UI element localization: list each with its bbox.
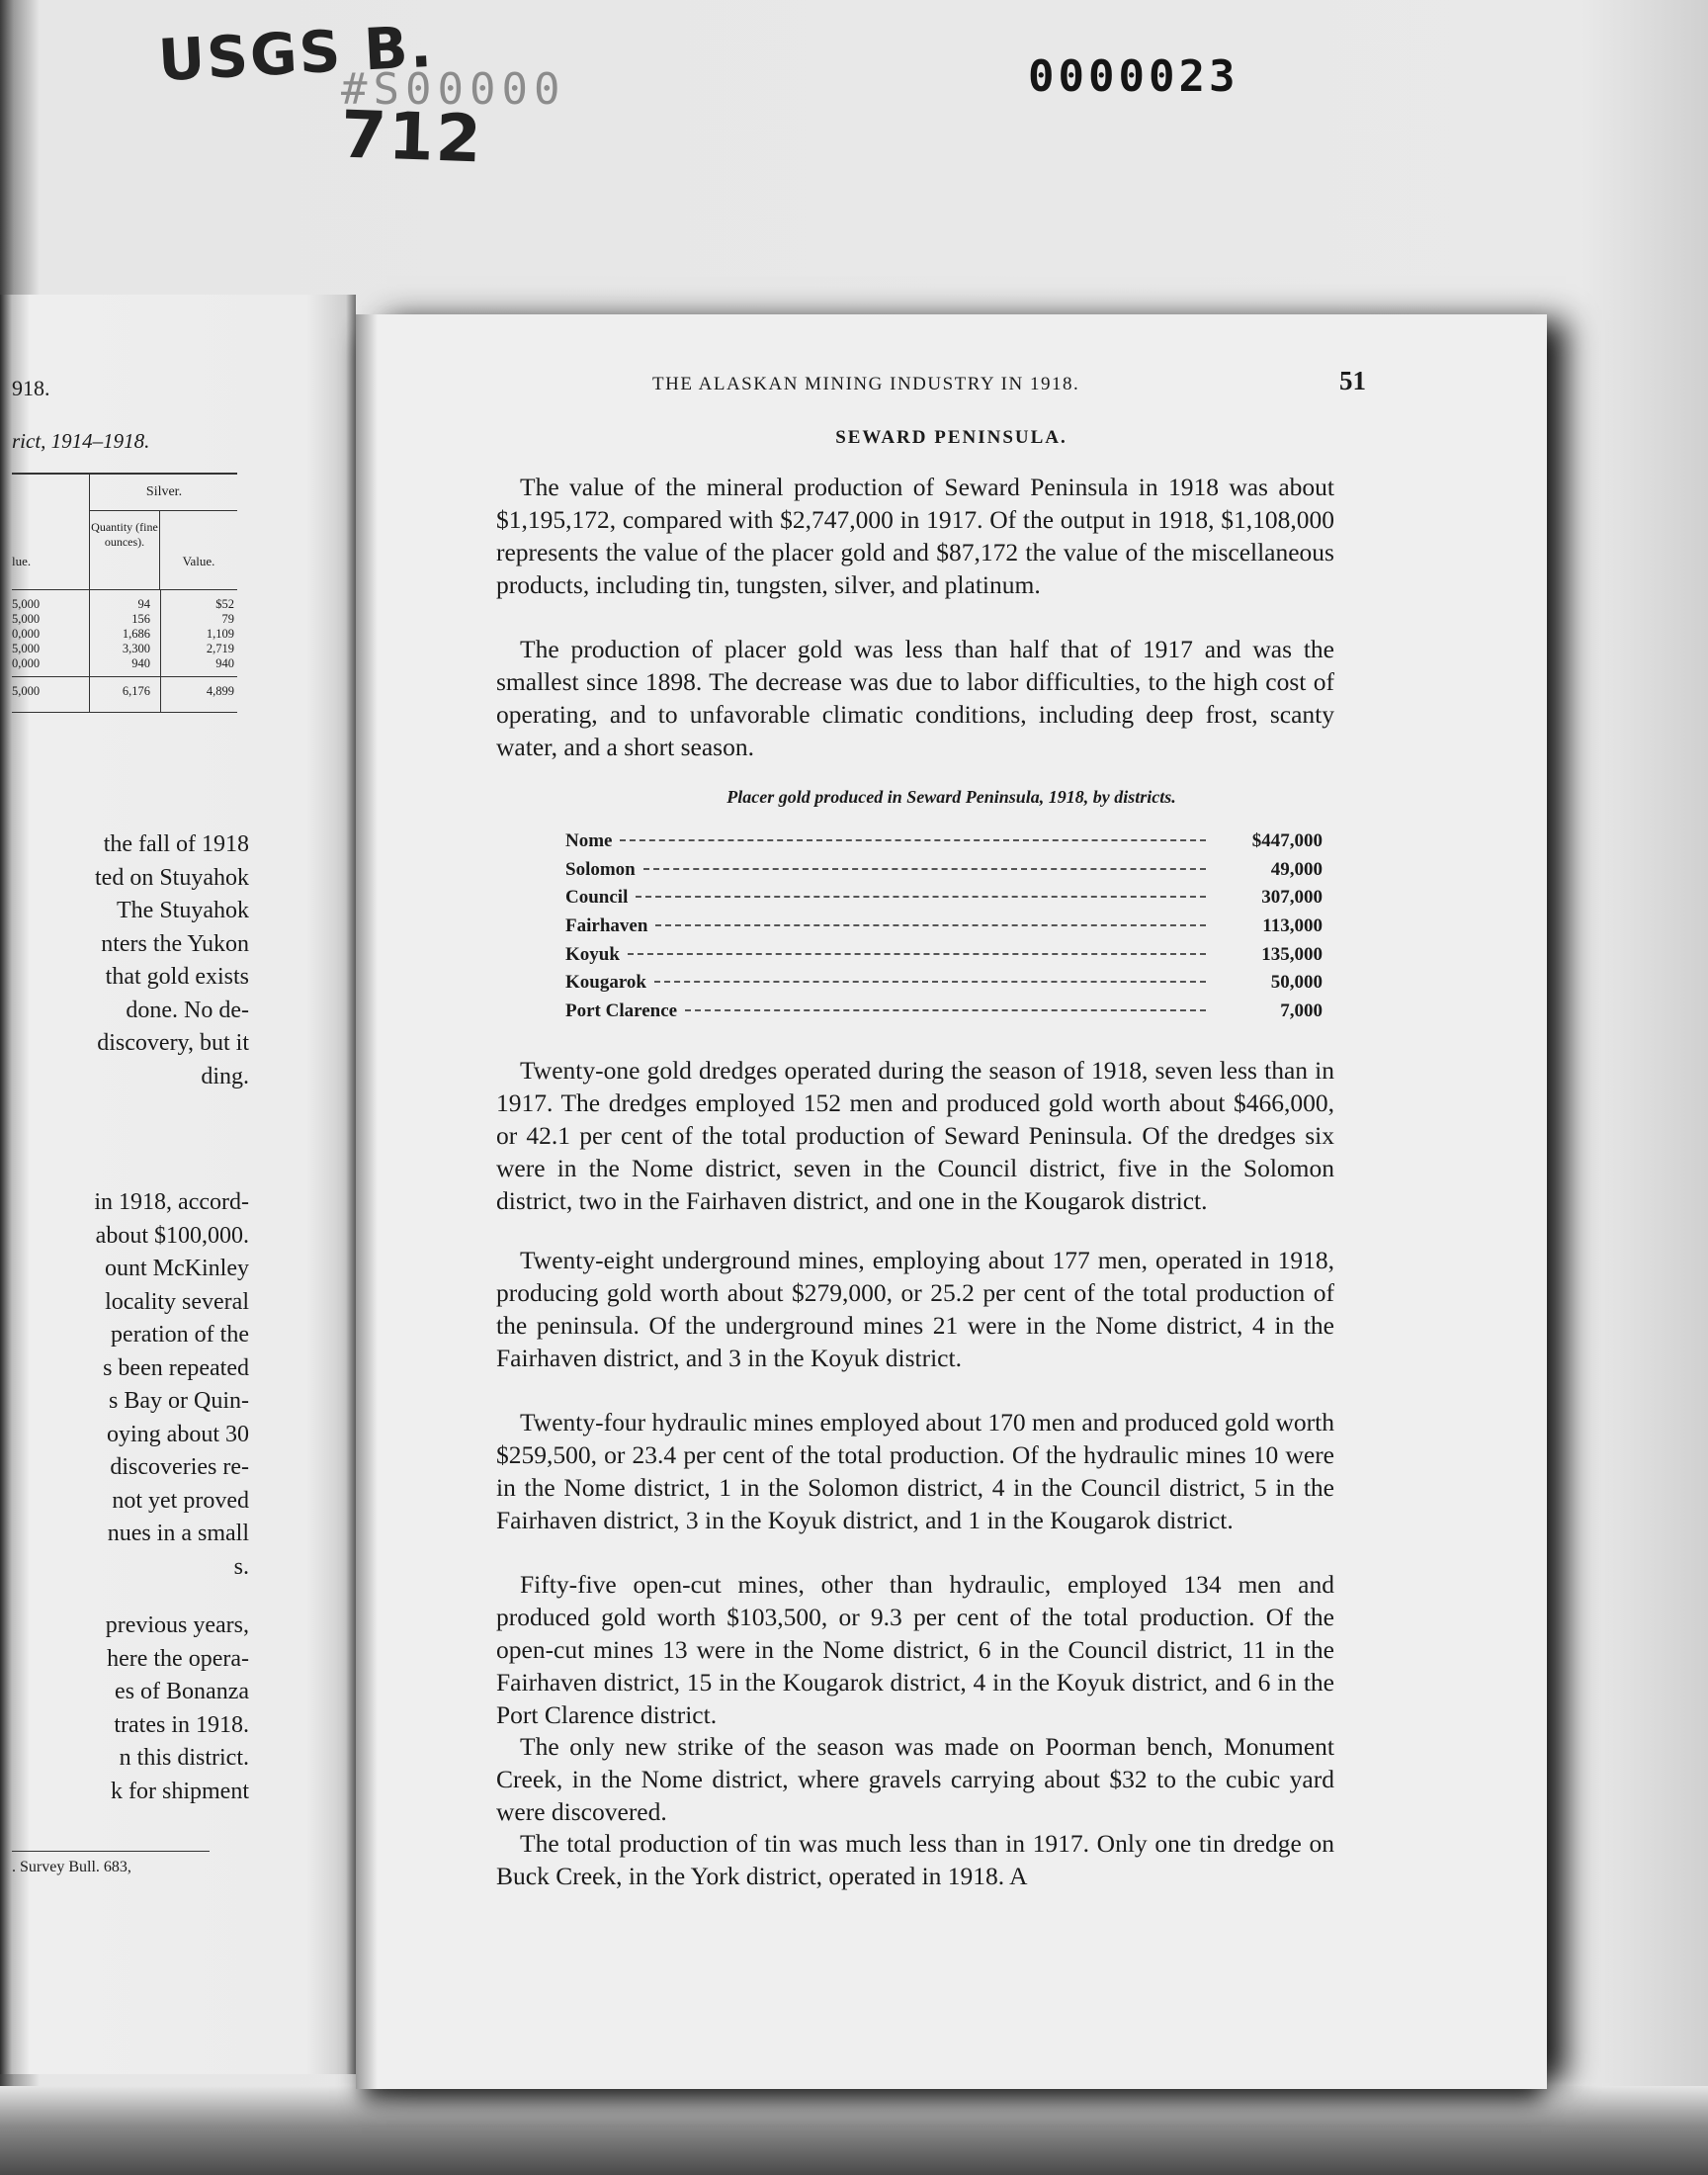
handwritten-series: USGS B. — [156, 12, 436, 95]
left-facing-page — [0, 295, 356, 2074]
table-row — [565, 915, 1323, 944]
district-name: Nome — [565, 830, 613, 851]
paragraph-7: The only new strike of the season was made on Poorman bench, Monument Creek, in the Nome district, where gravels carrying about $32 to the cubic yard were discovered. — [496, 1732, 1334, 1826]
table-row: 5,000 3,300 2,719 — [12, 642, 234, 655]
table-row: 5,000 156 79 — [12, 612, 234, 626]
left-text-line: nters the Yukon — [101, 930, 249, 957]
left-text-block-3 — [12, 1610, 249, 1808]
district-value: $447,000 — [1251, 830, 1323, 851]
left-text-line: k for shipment — [111, 1778, 249, 1804]
left-text-block-2 — [12, 1186, 249, 1584]
left-table-caption: rict, 1914–1918. — [12, 429, 150, 453]
left-text-line: previous years, — [105, 1612, 249, 1638]
section-title: SEWARD PENINSULA. — [835, 427, 1068, 448]
silver-group-cell — [89, 473, 238, 510]
footnote-rule — [12, 1851, 210, 1852]
district-value: 135,000 — [1261, 943, 1323, 965]
table-row: 5,000 94 $52 — [12, 597, 234, 611]
dot-leader — [636, 896, 1206, 898]
district-value: 49,000 — [1270, 858, 1323, 880]
table-rule — [160, 589, 161, 712]
district-name: Koyuk — [565, 943, 620, 965]
left-text-line: done. No de- — [126, 997, 249, 1023]
table-row: 0,000 940 940 — [12, 656, 234, 670]
left-text-line: ding. — [201, 1063, 249, 1089]
placer-gold-table — [565, 830, 1323, 1029]
paragraph-4: Twenty-eight underground mines, employing about 177 men, operated in 1918, producing gold worth about $279,000, or 25.2 per cent of the total production of the peninsula. Of the underground mines 21 were in the Nome district, 4 in the Fairhaven district, and 3 in the Koyuk district. — [496, 1246, 1334, 1372]
handwritten-number: 712 — [339, 96, 485, 178]
district-value: 113,000 — [1262, 915, 1323, 937]
table-rule — [12, 589, 237, 590]
table-rule — [12, 712, 237, 713]
district-value: 307,000 — [1261, 887, 1323, 909]
page-number: 51 — [1339, 366, 1366, 395]
table-total-row: 5,000 6,176 4,899 — [12, 684, 234, 698]
district-name: Fairhaven — [565, 915, 648, 937]
dot-leader — [620, 839, 1206, 841]
paragraph-6: Fifty-five open-cut mines, other than hydraulic, employed 134 men and produced gold worth $103,500, or 9.3 per cent of the total production. Of the open-cut mines 13 were in the Nome district, 6 in the Council district, 11 in the Fairhaven district, 15 in the Kougarok district, 4 in the Koyuk district, and 6 in the Port Clarence district. — [496, 1570, 1334, 1729]
dot-leader — [655, 924, 1206, 926]
left-text-line: the fall of 1918 — [103, 831, 249, 857]
silver-table-body — [12, 597, 237, 671]
silver-group-header: Silver. — [145, 484, 183, 499]
table-row — [565, 887, 1323, 915]
district-value: 7,000 — [1280, 1000, 1323, 1022]
district-name: Kougarok — [565, 972, 647, 994]
faded-stamp: #S00000 — [341, 64, 566, 115]
document-id-stamp: 0000023 — [1028, 51, 1239, 102]
left-text-line: locality several — [105, 1288, 249, 1315]
running-head: THE ALASKAN MINING INDUSTRY IN 1918. — [652, 374, 1080, 394]
paragraph-1: The value of the mineral production of Seward Peninsula in 1918 was about $1,195,172, compared with $2,747,000 in 1917. Of the output in 1918, $1,108,000 represents the value of the placer gold and $87,172 the value of the miscellaneous products, including tin, tungsten, silver, and platinum. — [496, 473, 1334, 599]
paragraph-8: The total production of tin was much less than in 1917. Only one tin dredge on Buck Creek, in the York district, operated in 1918. A — [496, 1829, 1334, 1890]
district-name: Council — [565, 887, 629, 909]
col-header-value: Value. — [182, 554, 215, 568]
dot-leader — [685, 1009, 1206, 1011]
left-text-line: discovery, but it — [97, 1030, 249, 1056]
left-text-line: ted on Stuyahok — [95, 864, 249, 891]
left-text-line: here the opera- — [107, 1645, 249, 1672]
left-footnote: . Survey Bull. 683, — [12, 1859, 131, 1875]
left-text-line: not yet proved — [112, 1487, 249, 1514]
dot-leader — [628, 953, 1206, 955]
table-rule — [12, 676, 237, 677]
dot-leader — [654, 981, 1206, 983]
left-text-line: discoveries re- — [110, 1454, 249, 1480]
left-text-line: The Stuyahok — [117, 898, 249, 923]
left-text-line: peration of the — [111, 1322, 249, 1348]
left-text-line: s been repeated — [103, 1354, 249, 1381]
left-text-line: in 1918, accord- — [94, 1189, 249, 1215]
dot-leader — [643, 868, 1206, 870]
table-row — [565, 830, 1323, 859]
left-text-line: n this district. — [119, 1745, 249, 1771]
table-row — [565, 972, 1323, 1000]
paragraph-5: Twenty-four hydraulic mines employed about 170 men and produced gold worth $259,500, or 23.4 per cent of the total production. Of the hydraulic mines 10 were in the Nome district, 1 in the Solomon district, 4 in the Council district, 5 in the Fairhaven district, 3 in the Koyuk district, and 1 in the Kougarok district. — [496, 1408, 1334, 1534]
left-text-line: ount McKinley — [105, 1256, 249, 1281]
table-rule — [89, 589, 90, 712]
district-name: Solomon — [565, 858, 636, 880]
left-text-block-1 — [12, 828, 249, 1093]
left-text-line: trates in 1918. — [114, 1711, 249, 1738]
paragraph-2: The production of placer gold was less than half that of 1917 and was the smallest since 1898. The decrease was due to labor difficulties, to the high cost of operating, and to unfavorable climatic conditions, including deep frost, scanty water, and a short season. — [496, 635, 1334, 761]
table-row — [565, 1000, 1323, 1029]
paragraph-3: Twenty-one gold dredges operated during the season of 1918, seven less than in 1917. The dredges employed 152 men and produced gold worth about $466,000, or 42.1 per cent of the total production of Seward Peninsula. Of the dredges six were in the Nome district, seven in the Council district, five in the Solomon district, two in the Fairhaven district, and one in the Kougarok district. — [496, 1056, 1334, 1215]
col-header-value-left: lue. — [12, 554, 32, 568]
scan-bottom-shadow — [0, 2086, 1708, 2175]
main-page — [356, 314, 1547, 2089]
left-text-line: about $100,000. — [95, 1222, 249, 1249]
table-row — [565, 859, 1323, 888]
left-text-line: oying about 30 — [107, 1421, 249, 1447]
left-text-line: s. — [233, 1553, 249, 1580]
table-row: 0,000 1,686 1,109 — [12, 627, 234, 641]
district-name: Port Clarence — [565, 1000, 678, 1022]
left-text-line: nues in a small — [107, 1521, 249, 1546]
table-row — [565, 944, 1323, 973]
district-value: 50,000 — [1270, 972, 1323, 994]
left-text-line: es of Bonanza — [115, 1679, 249, 1704]
left-text-line: s Bay or Quin- — [109, 1388, 249, 1414]
col-header-quantity: Quantity (fine ounces). — [89, 510, 160, 589]
table-caption: Placer gold produced in Seward Peninsula, 1918, by districts. — [726, 787, 1176, 807]
left-running-head: 918. — [12, 376, 50, 400]
left-text-line: that gold exists — [105, 964, 249, 990]
